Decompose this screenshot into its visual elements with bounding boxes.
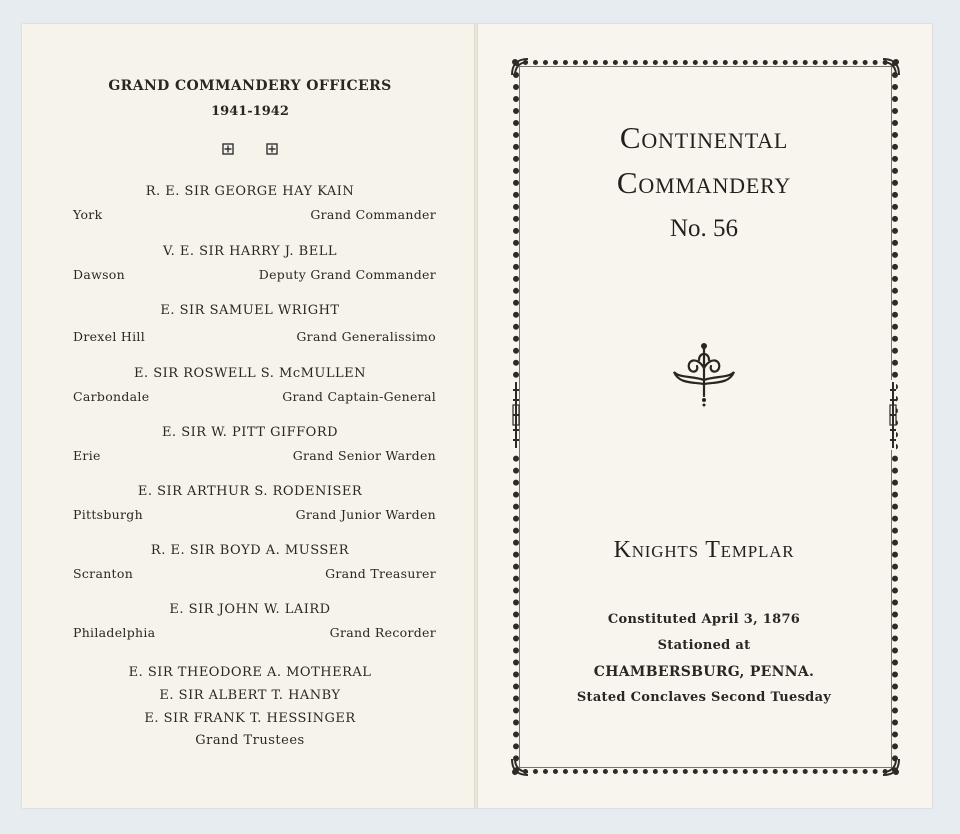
stated-conclaves: Stated Conclaves Second Tuesday bbox=[576, 690, 832, 705]
trustee-name: E. SIR ALBERT T. HANBY bbox=[159, 688, 341, 703]
officer-role: Grand Junior Warden bbox=[295, 507, 436, 522]
officer-name: V. E. SIR HARRY J. BELL bbox=[163, 244, 337, 259]
location: CHAMBERSBURG, PENNA. bbox=[593, 664, 815, 680]
side-ornament-icon bbox=[888, 380, 898, 450]
corner-flourish-icon bbox=[880, 756, 902, 778]
officer-city: Drexel Hill bbox=[73, 329, 146, 344]
corner-flourish-icon bbox=[509, 756, 531, 778]
officer-city: Philadelphia bbox=[73, 625, 156, 640]
side-ornament-icon bbox=[511, 380, 521, 450]
officer-city: York bbox=[73, 207, 103, 222]
officer-name: R. E. SIR BOYD A. MUSSER bbox=[150, 543, 350, 558]
trustees-label: Grand Trustees bbox=[195, 733, 305, 748]
fleur-ornament-icon bbox=[669, 338, 739, 408]
officer-city: Dawson bbox=[73, 267, 125, 282]
officer-role: Grand Treasurer bbox=[325, 566, 436, 581]
officer-city: Erie bbox=[73, 448, 101, 463]
commandery-title-line1: Continental bbox=[619, 120, 789, 155]
officer-name: R. E. SIR GEORGE HAY KAIN bbox=[145, 184, 355, 199]
officer-role: Grand Recorder bbox=[329, 625, 436, 640]
cross-icon bbox=[266, 143, 278, 158]
officer-city: Carbondale bbox=[73, 389, 150, 404]
officer-name: E. SIR JOHN W. LAIRD bbox=[169, 602, 331, 617]
officer-role: Grand Captain-General bbox=[282, 389, 436, 404]
officer-name: E. SIR ROSWELL S. McMULLEN bbox=[133, 366, 366, 381]
trustee-name: E. SIR THEODORE A. MOTHERAL bbox=[128, 665, 372, 680]
cross-ornaments bbox=[26, 143, 474, 158]
officer-role: Grand Generalissimo bbox=[296, 329, 436, 344]
corner-flourish-icon bbox=[509, 56, 531, 78]
officer-role: Grand Commander bbox=[310, 207, 436, 222]
officer-city: Pittsburgh bbox=[73, 507, 143, 522]
officers-years: 1941-1942 bbox=[211, 104, 289, 119]
officer-name: E. SIR SAMUEL WRIGHT bbox=[160, 303, 340, 318]
officer-role: Grand Senior Warden bbox=[292, 448, 436, 463]
corner-flourish-icon bbox=[880, 56, 902, 78]
officer-name: E. SIR ARTHUR S. RODENISER bbox=[137, 484, 363, 499]
constituted-date: Constituted April 3, 1876 bbox=[607, 612, 801, 627]
officer-role: Deputy Grand Commander bbox=[258, 267, 436, 282]
stationed-label: Stationed at bbox=[657, 638, 751, 653]
officer-city: Scranton bbox=[73, 566, 134, 581]
commandery-title-line2: Commandery bbox=[616, 165, 792, 200]
cross-icon bbox=[222, 143, 234, 158]
knights-templar-heading: Knights Templar bbox=[613, 537, 795, 563]
officer-name: E. SIR W. PITT GIFFORD bbox=[161, 425, 339, 440]
commandery-number: No. 56 bbox=[669, 215, 739, 242]
officers-title: GRAND COMMANDERY OFFICERS bbox=[108, 78, 392, 94]
trustee-name: E. SIR FRANK T. HESSINGER bbox=[144, 711, 356, 726]
